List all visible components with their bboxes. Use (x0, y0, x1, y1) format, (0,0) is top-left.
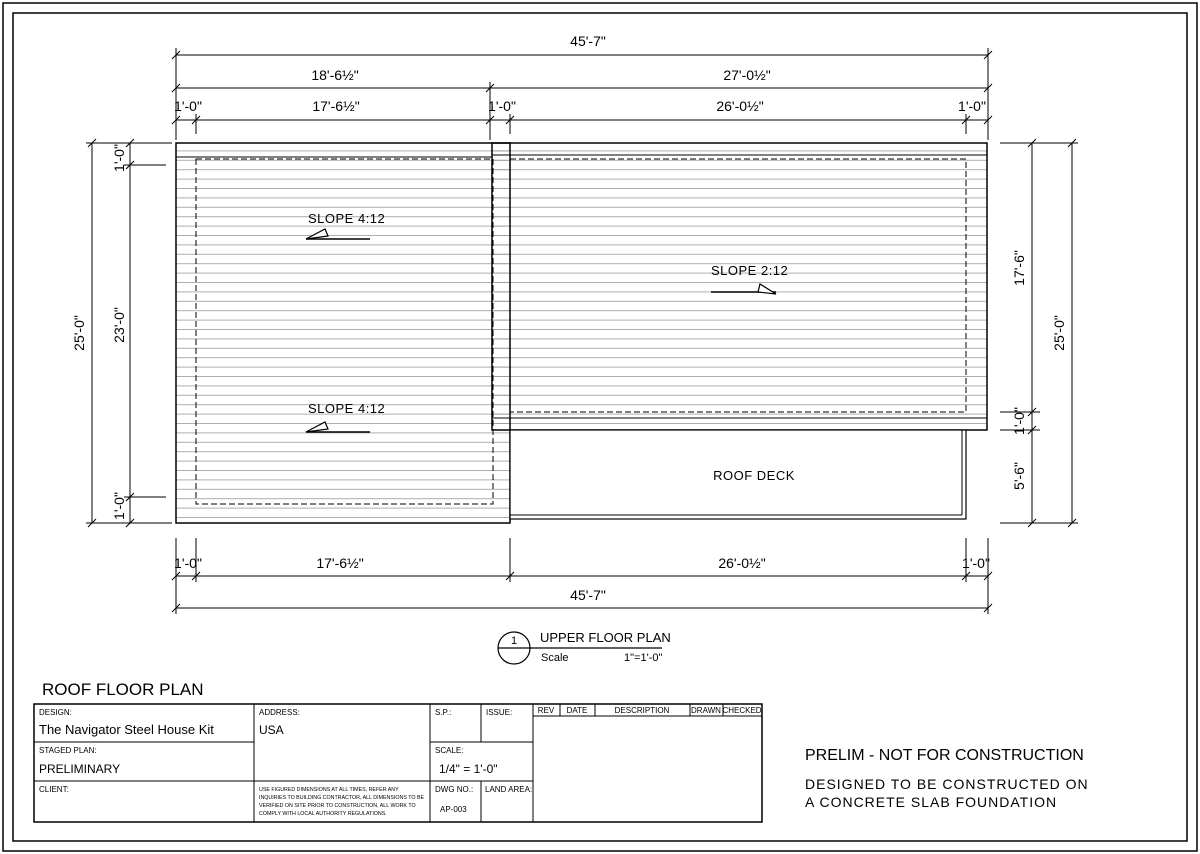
dim-bottom-sub-4: 1'-0" (962, 555, 990, 571)
dim-top-sub-5: 1'-0" (958, 98, 986, 114)
dim-right-gap: 1'-0" (1011, 407, 1027, 435)
dim-top-sub-4: 26'-0½" (716, 98, 764, 114)
designed-note-line2: A CONCRETE SLAB FOUNDATION (805, 794, 1058, 810)
dim-top-right: 27'-0½" (723, 67, 771, 83)
view-callout (498, 630, 671, 664)
prelim-note: PRELIM - NOT FOR CONSTRUCTION (805, 747, 1084, 764)
land-area-label: LAND AREA: (485, 785, 533, 794)
sheet-title: ROOF FLOOR PLAN (42, 680, 204, 699)
callout-title: UPPER FLOOR PLAN (540, 630, 671, 645)
address-label: ADDRESS: (259, 708, 300, 717)
sp-label: S.P.: (435, 708, 452, 717)
dim-right-upper: 17'-6" (1011, 250, 1027, 286)
dim-top-left: 18'-6½" (311, 67, 359, 83)
callout-scale-label: Scale (541, 652, 569, 664)
rev-header: DRAWN (691, 706, 721, 715)
dim-top-sub-2: 17'-6½" (312, 98, 360, 114)
dim-left-mid: 23'-0" (111, 307, 127, 343)
dwg-value: AP-003 (440, 805, 467, 814)
dim-bottom-sub-3: 26'-0½" (718, 555, 766, 571)
dim-bottom-sub-2: 17'-6½" (316, 555, 364, 571)
rev-header: DATE (566, 706, 588, 715)
rev-header: DESCRIPTION (614, 706, 670, 715)
note-line: VERIFIED ON SITE PRIOR TO CONSTRUCTION, ALL WORK TO (259, 803, 416, 809)
dim-top-overall: 45'-7" (570, 33, 606, 49)
dim-left-outer: 25'-0" (71, 315, 87, 351)
slope-label: SLOPE 2:12 (711, 263, 789, 278)
issue-label: ISSUE: (486, 708, 513, 717)
dim-left-top: 1'-0" (111, 144, 127, 172)
note-line: USE FIGURED DIMENSIONS AT ALL TIMES, REFER ANY (259, 787, 399, 793)
client-label: CLIENT: (39, 785, 69, 794)
dim-left-bottom: 1'-0" (111, 492, 127, 520)
dim-bottom-sub-1: 1'-0" (174, 555, 202, 571)
rev-header: CHECKED (722, 706, 762, 715)
slope-label: SLOPE 4:12 (308, 401, 386, 416)
note-line: COMPLY WITH LOCAL AUTHORITY REGULATIONS. (259, 811, 387, 817)
roof-plan (176, 143, 987, 523)
roof-left-sheeting (176, 143, 510, 523)
dim-top-sub-1: 1'-0" (174, 98, 202, 114)
designed-note-line1: DESIGNED TO BE CONSTRUCTED ON (805, 776, 1089, 792)
roof-right-sheeting (492, 143, 987, 430)
dwg-label: DWG NO.: (435, 785, 474, 794)
rev-header: REV (537, 706, 555, 715)
scale-label: SCALE: (435, 746, 464, 755)
dim-right-lower: 5'-6" (1011, 462, 1027, 490)
address-value: USA (259, 723, 284, 737)
slope-label: SLOPE 4:12 (308, 211, 386, 226)
title-block (34, 704, 762, 822)
scale-value: 1/4" = 1'-0" (439, 762, 498, 776)
roof-deck-label: ROOF DECK (713, 468, 795, 483)
staged-plan-value: PRELIMINARY (39, 762, 121, 776)
dim-top-sub-3: 1'-0" (488, 98, 516, 114)
dim-right-outer: 25'-0" (1051, 315, 1067, 351)
callout-number: 1 (510, 635, 518, 647)
design-value: The Navigator Steel House Kit (39, 722, 214, 737)
dim-bottom-overall: 45'-7" (570, 587, 606, 603)
callout-scale-value: 1"=1'-0" (624, 652, 663, 664)
design-label: DESIGN: (39, 708, 72, 717)
note-line: INQUIRIES TO BUILDING CONTRACTOR, ALL DIMENSIONS TO BE (259, 795, 425, 801)
staged-plan-label: STAGED PLAN: (39, 746, 97, 755)
